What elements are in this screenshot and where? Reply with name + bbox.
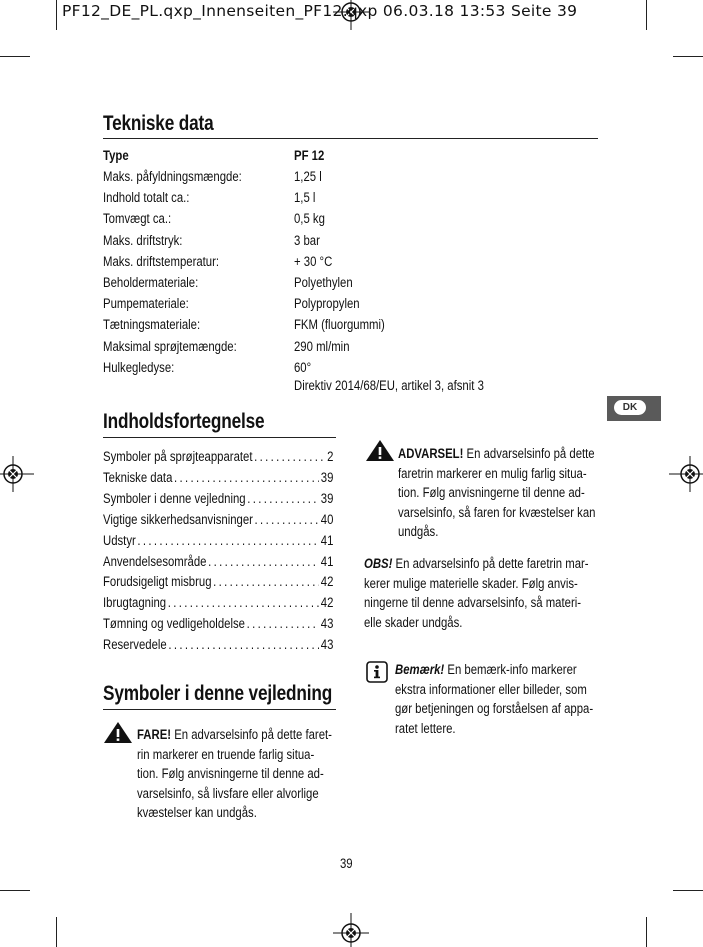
language-tab-label: DK <box>614 400 646 415</box>
toc-item[interactable] <box>103 574 333 591</box>
toc-leader-dots <box>137 533 319 550</box>
toc-item[interactable] <box>103 554 333 571</box>
toc-leader-dots <box>247 491 319 508</box>
toc-item-page: 2 <box>327 449 334 465</box>
tech-row-value: 0,5 kg <box>294 211 325 228</box>
bemaerk-text <box>395 661 603 739</box>
fare-line: En advarselsinfo på dette faret- <box>174 727 332 743</box>
directive-note: Direktiv 2014/68/EU, artikel 3, afsnit 3 <box>294 378 484 394</box>
type-label: Type <box>103 148 129 164</box>
tech-row-value: 1,25 l <box>294 169 322 185</box>
toc-item-label: Symboler i denne vejledning <box>103 490 246 507</box>
toc-item[interactable] <box>103 470 333 487</box>
toc-item[interactable] <box>103 491 333 508</box>
tech-row-label: Tætningsmateriale: <box>103 317 201 334</box>
advarsel-line: varselsinfo, så faren for kvæstelser kan <box>398 504 596 521</box>
toc-item[interactable] <box>103 616 333 633</box>
tech-row-label: Maksimal sprøjtemængde: <box>103 338 237 355</box>
fare-line: tion. Følg anvisningerne til denne ad- <box>137 766 324 782</box>
print-header: PF12_DE_PL.qxp_Innenseiten_PF12.qxp 06.03.18 13:53 Seite 39 <box>62 2 578 20</box>
symbols-heading: Symboler i denne vejledning <box>103 682 333 705</box>
advarsel-warning-icon <box>365 438 395 462</box>
fare-text <box>137 726 337 824</box>
toc-item-page: 40 <box>320 511 334 528</box>
tech-row-value: Polyethylen <box>294 275 353 291</box>
registration-mark-left <box>0 452 34 496</box>
fare-line: rin markerer en truende farlig situa- <box>137 746 315 763</box>
bemaerk-line: gør betjeningen og forståelsen af appa- <box>395 701 594 717</box>
obs-title: OBS! <box>364 556 393 572</box>
toc-item-label: Tekniske data <box>103 469 173 486</box>
toc-item[interactable] <box>103 449 333 466</box>
toc-leader-dots <box>168 595 319 612</box>
tech-row-label: Beholdermateriale: <box>103 275 199 291</box>
toc-item-label: Symboler på sprøjteapparatet <box>103 449 253 465</box>
fare-title: FARE! <box>137 727 172 743</box>
tech-row-label: Hulkegledyse: <box>103 359 175 376</box>
tech-row-value: 1,5 l <box>294 190 316 207</box>
advarsel-text <box>398 445 598 543</box>
toc-item-page: 39 <box>320 469 334 486</box>
type-value: PF 12 <box>294 148 325 164</box>
tech-row-label: Maks. driftstryk: <box>103 232 183 249</box>
toc-leader-dots <box>174 470 319 487</box>
toc-item-label: Ibrugtagning <box>103 595 167 612</box>
toc-item[interactable] <box>103 595 333 612</box>
toc-heading: Indholdsfortegnelse <box>103 410 265 433</box>
advarsel-line: tion. Følg anvisningerne til denne ad- <box>398 485 585 501</box>
tech-row-value: Polypropylen <box>294 296 360 313</box>
toc-item-page: 43 <box>320 616 334 633</box>
tech-row-label: Maks. påfyldningsmængde: <box>103 169 242 185</box>
tech-heading: Tekniske data <box>103 112 214 135</box>
tech-row-value: + 30 °C <box>294 253 333 270</box>
toc-item-page: 43 <box>320 637 334 654</box>
bemaerk-title: Bemærk! <box>395 662 445 678</box>
bemaerk-line: En bemærk-info markerer <box>447 662 577 678</box>
advarsel-line: undgås. <box>398 524 439 540</box>
toc-item-page: 42 <box>320 574 334 591</box>
advarsel-line: En advarselsinfo på dette <box>466 446 595 462</box>
toc-item-label: Udstyr <box>103 532 136 549</box>
toc-item[interactable] <box>103 512 333 529</box>
registration-mark-right <box>669 452 703 496</box>
tech-row-label: Maks. driftstemperatur: <box>103 253 220 270</box>
obs-line: kerer mulige materielle skader. Følg anvis- <box>364 575 578 592</box>
toc-item-label: Tømning og vedligeholdelse <box>103 616 245 633</box>
toc-leader-dots <box>208 554 319 571</box>
tech-row-value: 3 bar <box>294 232 320 249</box>
info-icon <box>366 661 388 683</box>
toc-item-page: 42 <box>320 595 334 612</box>
toc-item-label: Reservedele <box>103 637 167 654</box>
page-number: 39 <box>340 856 353 872</box>
toc-leader-dots <box>254 449 325 466</box>
tech-row-value: 290 ml/min <box>294 338 350 355</box>
obs-line: En advarselsinfo på dette faretrin mar- <box>395 556 589 572</box>
toc-leader-dots <box>168 637 319 654</box>
tech-row-label: Tomvægt ca.: <box>103 211 172 228</box>
advarsel-line: faretrin markerer en mulig farlig situa- <box>398 465 587 482</box>
fare-line: varselsinfo, så livsfare eller alvorlige <box>137 785 319 802</box>
toc-item-page: 41 <box>320 532 334 549</box>
tech-row-label: Indhold totalt ca.: <box>103 190 190 207</box>
language-tab <box>607 396 661 421</box>
toc-leader-dots <box>255 512 320 529</box>
toc-item-label: Vigtige sikkerhedsanvisninger <box>103 511 253 528</box>
fare-line: kvæstelser kan undgås. <box>137 805 257 821</box>
bemaerk-line: ekstra informationer eller billeder, som <box>395 681 587 698</box>
obs-line: ningerne til denne advarselsinfo, så materi- <box>364 595 582 611</box>
toc-item[interactable] <box>103 533 333 550</box>
toc-item-label: Anvendelsesområde <box>103 553 207 570</box>
toc-leader-dots <box>213 574 319 591</box>
toc-item-page: 41 <box>320 553 334 570</box>
bemaerk-line: ratet lettere. <box>395 720 456 737</box>
tech-row-value: 60° <box>294 359 312 376</box>
fare-warning-icon <box>103 720 133 744</box>
tech-row-label: Pumpemateriale: <box>103 296 189 313</box>
obs-line: elle skader undgås. <box>364 614 463 631</box>
advarsel-title: ADVARSEL! <box>398 446 464 462</box>
toc-item-label: Forudsigeligt misbrug <box>103 574 212 591</box>
registration-mark-bottom <box>329 913 373 947</box>
obs-text <box>364 555 596 633</box>
toc-item-page: 39 <box>320 490 334 507</box>
tech-row-value: FKM (fluorgummi) <box>294 317 385 334</box>
toc-leader-dots <box>247 616 320 633</box>
toc-item[interactable] <box>103 637 333 654</box>
